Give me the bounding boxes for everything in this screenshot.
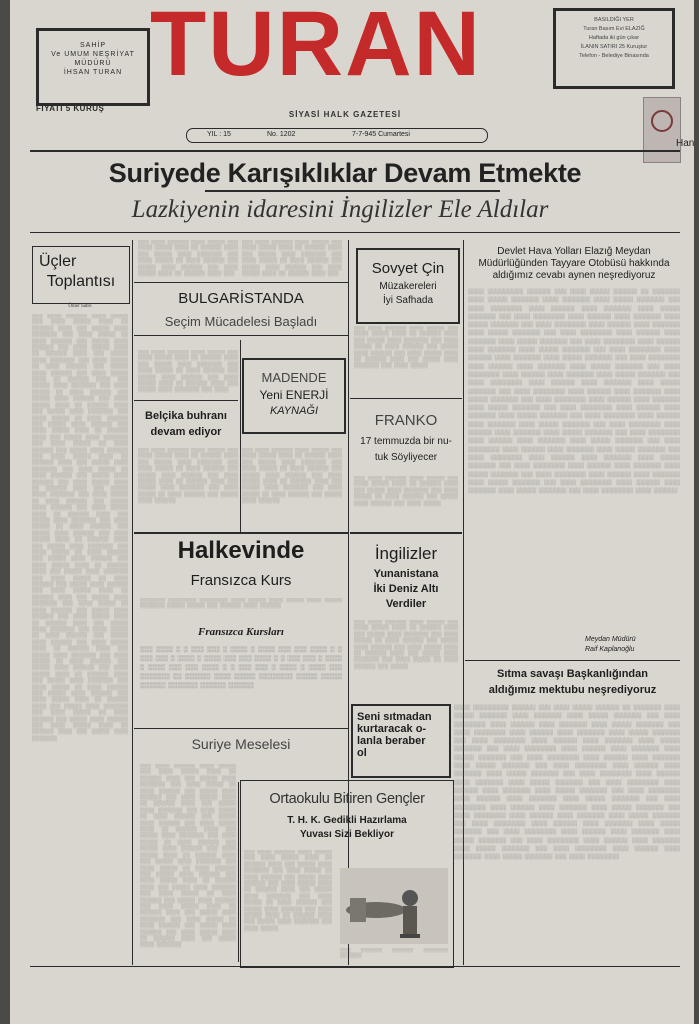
sovyet-body: ░░░ ░░░░ ░░░░░░ ░░░░ ░░░░░ ░░░ ░░░░ ░░░░░ ░░░░ ░░ ░░░░░░ ░░░░ ░░░ ░░░░░ ░░░░ ░░░░░░░ ░░░ ░░░░ ░░░░░ ░░ ░░░░ ░░░░░░ ░░░ ░░░░░ ░░░░ ░░░░░░ ░░░ ░░░░ ░░░░░ ░░░░ ░░ ░░░░░░ ░░░░ ░░░ ░░░░░ ░░░░ ░░░░░░░ ░░░ ░░░░ ░░░░░	[354, 326, 458, 370]
ingilizler-line-1: İngilizler	[374, 544, 438, 563]
ucler-byline: Ömer Sabri	[68, 304, 92, 309]
bulgaristan-title: BULGARİSTANDA	[178, 290, 304, 307]
ortaokul-caption: ░░░ ░░░░░░ ░░░░░░ ░░░░░░░ ░░░░░░	[340, 948, 448, 960]
mgmt-line-5: Telefon - Belediye Binasında	[579, 53, 649, 59]
mgmt-line-2: Turan Basım Evi ELAZIĞ	[583, 26, 645, 32]
ortaokul-title: Ortaokulu Bitiren Gençler	[269, 791, 425, 807]
ortaokul-body: ░░░ ░░░░ ░░░░░░ ░░░░ ░░░░░ ░░░ ░░░░ ░░░░░ ░░░░ ░░ ░░░░░░ ░░░░ ░░░ ░░░░░ ░░░░ ░░░░░░░ ░░░ ░░░░ ░░░░░ ░░ ░░░░ ░░░░░░ ░░░ ░░░░░ ░░░░ ░░░░░░ ░░░ ░░░░ ░░░░░ ░░░░ ░░ ░░░░░░ ░░░░ ░░░ ░░░░░ ░░░░ ░░░░░░░ ░░░ ░░░░ ░░░░░ ░░ ░░░░ ░░░░░░ ░░░ ░░░░░ ░░░░ ░░░░░░ ░░░ ░░░░ ░░░░░ ░░░░ ░░ ░░░░░░ ░░░░ ░░░ ░░░░░ ░░░░ ░░░░░░░ ░░░ ░░░░ ░░░░░	[244, 850, 332, 932]
madende-line-3: KAYNAĞI	[269, 405, 319, 417]
halkevi-title: Halkevinde	[177, 537, 305, 564]
mgmt-line-3: Haftada iki gün çıkar	[588, 35, 640, 41]
mgmt-line-4: İLANIN SATIRI 25 Kuruştur	[580, 44, 648, 50]
halkevi-subtitle: Fransızca Kurs	[190, 572, 292, 589]
owner-line-4: İHSAN TURAN	[63, 69, 123, 76]
halkevi-schedule-title: Fransızca Kursları	[198, 626, 284, 638]
franko-line-1: 17 temmuzda bir nu-	[360, 436, 452, 447]
owner-line-3: MÜDÜRÜ	[74, 60, 112, 67]
masthead-title: TURAN	[150, 0, 482, 95]
suriye-title: Suriye Meselesi	[191, 736, 291, 752]
seni-sitma-line-2: kurtaracak o-	[357, 723, 427, 735]
ucler-title-2: Toplantısı	[46, 273, 116, 290]
seni-sitma-line-1: Seni sıtmadan	[357, 711, 432, 723]
sovyet-sub-1: Müzakereleri	[379, 281, 437, 292]
franko-title: FRANKO	[374, 412, 438, 429]
management-box	[553, 8, 675, 89]
devlet-signature-2: Raif Kaplanoğlu	[585, 646, 635, 653]
belcika-line-1: Belçika buhranı	[145, 410, 227, 422]
year: YIL : 15	[207, 131, 231, 138]
franko-line-2: tuk Söyliyecer	[374, 452, 438, 463]
suriye-body: ░░░ ░░░░ ░░░░░░ ░░░░ ░░░░░ ░░░ ░░░░ ░░░░░ ░░░░ ░░ ░░░░░░ ░░░░ ░░░ ░░░░░ ░░░░ ░░░░░░░ ░░░ ░░░░ ░░░░░ ░░ ░░░░ ░░░░░░ ░░░ ░░░░░ ░░░░ ░░░░░░ ░░░ ░░░░ ░░░░░ ░░░░ ░░ ░░░░░░ ░░░░ ░░░ ░░░░░ ░░░░ ░░░░░░░ ░░░ ░░░░ ░░░░░ ░░ ░░░░ ░░░░░░ ░░░ ░░░░░ ░░░░ ░░░░░░ ░░░ ░░░░ ░░░░░ ░░░░ ░░ ░░░░░░ ░░░░ ░░░ ░░░░░ ░░░░ ░░░░░░░ ░░░ ░░░░ ░░░░░ ░░ ░░░░ ░░░░░░ ░░░ ░░░░░ ░░░░ ░░░░░░ ░░░ ░░░░ ░░░░░ ░░░░ ░░ ░░░░░░ ░░░░ ░░░ ░░░░░ ░░░░ ░░░░░░░ ░░░ ░░░░ ░░░░░ ░░ ░░░░ ░░░░░░ ░░░ ░░░░░ ░░░░ ░░░░░░ ░░░ ░░░░ ░░░░░ ░░░░ ░░ ░░░░░░ ░░░░ ░░░ ░░░░░ ░░░░ ░░░░░░░ ░░░ ░░░░ ░░░░░ ░░ ░░░░ ░░░░░░ ░░░ ░░░░░ ░░░░ ░░░░░░ ░░░ ░░░░ ░░░░░ ░░░░ ░░ ░░░░░░ ░░░░ ░░░ ░░░░░ ░░░░ ░░░░░░░ ░░░ ░░░░ ░░░░░ ░░ ░░░░ ░░░░░░ ░░░ ░░░░░ ░░░░ ░░░░░░ ░░░ ░░░░ ░░░░░ ░░░░ ░░ ░░░░░░ ░░░░ ░░░ ░░░░░ ░░░░ ░░░░░░░	[140, 764, 236, 949]
ingilizler-line-3: İki Deniz Altı	[373, 583, 439, 595]
ucler-title-box	[32, 246, 130, 304]
main-headline: Suriyede Karışıklıklar Devam Etmekte	[108, 158, 582, 188]
ucler-body: ░░░ ░░░░ ░░░░░░ ░░░░ ░░░░░ ░░░ ░░░░ ░░░░░ ░░░░ ░░ ░░░░░░ ░░░░ ░░░ ░░░░░ ░░░░ ░░░░░░░ ░░░ ░░░░ ░░░░░ ░░ ░░░░ ░░░░░░ ░░░ ░░░░░ ░░░░ ░░░░░░ ░░░ ░░░░ ░░░░░ ░░░░ ░░ ░░░░░░ ░░░░ ░░░ ░░░░░ ░░░░ ░░░░░░░ ░░░ ░░░░ ░░░░░ ░░ ░░░░ ░░░░░░ ░░░ ░░░░░ ░░░░ ░░░░░░ ░░░ ░░░░ ░░░░░ ░░░░ ░░ ░░░░░░ ░░░░ ░░░ ░░░░░ ░░░░ ░░░░░░░ ░░░ ░░░░ ░░░░░ ░░ ░░░░ ░░░░░░ ░░░ ░░░░░ ░░░░ ░░░░░░ ░░░ ░░░░ ░░░░░ ░░░░ ░░ ░░░░░░ ░░░░ ░░░ ░░░░░ ░░░░ ░░░░░░░ ░░░ ░░░░ ░░░░░ ░░ ░░░░ ░░░░░░ ░░░ ░░░░░ ░░░░ ░░░░░░ ░░░ ░░░░ ░░░░░ ░░░░ ░░ ░░░░░░ ░░░░ ░░░ ░░░░░ ░░░░ ░░░░░░░ ░░░ ░░░░ ░░░░░ ░░ ░░░░ ░░░░░░ ░░░ ░░░░░ ░░░░ ░░░░░░ ░░░ ░░░░ ░░░░░ ░░░░ ░░ ░░░░░░ ░░░░ ░░░ ░░░░░ ░░░░ ░░░░░░░ ░░░ ░░░░ ░░░░░ ░░ ░░░░ ░░░░░░ ░░░ ░░░░░ ░░░░ ░░░░░░ ░░░ ░░░░ ░░░░░ ░░░░ ░░ ░░░░░░ ░░░░ ░░░ ░░░░░ ░░░░ ░░░░░░░ ░░░ ░░░░ ░░░░░ ░░ ░░░░ ░░░░░░ ░░░ ░░░░░ ░░░░ ░░░░░░ ░░░ ░░░░ ░░░░░ ░░░░ ░░ ░░░░░░ ░░░░ ░░░ ░░░░░ ░░░░ ░░░░░░░ ░░░ ░░░░ ░░░░░ ░░ ░░░░ ░░░░░░ ░░░ ░░░░░ ░░░░ ░░░░░░ ░░░ ░░░░ ░░░░░ ░░░░ ░░ ░░░░░░ ░░░░ ░░░ ░░░░░ ░░░░ ░░░░░░░ ░░░ ░░░░ ░░░░░ ░░ ░░░░ ░░░░░░ ░░░ ░░░░░ ░░░░ ░░░░░░ ░░░ ░░░░ ░░░░░ ░░░░ ░░ ░░░░░░ ░░░░ ░░░ ░░░░░ ░░░░ ░░░░░░░ ░░░ ░░░░ ░░░░░ ░░ ░░░░ ░░░░░░ ░░░ ░░░░░ ░░░░ ░░░░░░ ░░░ ░░░░ ░░░░░ ░░░░ ░░ ░░░░░░ ░░░░ ░░░ ░░░░░ ░░░░ ░░░░░░░ ░░░ ░░░░ ░░░░░ ░░ ░░░░ ░░░░░░ ░░░ ░░░░░ ░░░░ ░░░░░░ ░░░ ░░░░ ░░░░░ ░░░░ ░░ ░░░░░░ ░░░░ ░░░ ░░░░░ ░░░░ ░░░░░░░ ░░░ ░░░░ ░░░░░ ░░ ░░░░ ░░░░░░ ░░░ ░░░░░ ░░░░ ░░░░░░ ░░░ ░░░░ ░░░░░ ░░░░ ░░ ░░░░░░ ░░░░ ░░░ ░░░░░ ░░░░ ░░░░░░░ ░░░ ░░░░ ░░░░░ ░░ ░░░░ ░░░░░░ ░░░ ░░░░░ ░░░░ ░░░░░░ ░░░ ░░░░ ░░░░░ ░░░░ ░░ ░░░░░░ ░░░░ ░░░ ░░░░░ ░░░░ ░░░░░░░ ░░░ ░░░░ ░░░░░ ░░ ░░░░ ░░░░░░ ░░░ ░░░░░ ░░░░ ░░░░░░ ░░░ ░░░░ ░░░░░ ░░░░ ░░ ░░░░░░ ░░░░ ░░░ ░░░░░ ░░░░ ░░░░░░░ ░░░ ░░░░ ░░░░░ ░░ ░░░░ ░░░░░░ ░░░ ░░░░░ ░░░░ ░░░░░░ ░░░ ░░░░ ░░░░░ ░░░░ ░░ ░░░░░░ ░░░░ ░░░ ░░░░░ ░░░░ ░░░░░░░	[32, 314, 128, 742]
devlet-body: ░░░░ ░░░░░░░░░ ░░░░░░ ░░░ ░░░░ ░░░░░ ░░░░░░ ░░ ░░░░░░░ ░░░░ ░░░░░ ░░░░░░░ ░░░░ ░░░░░░░ ░░░░ ░░░░░ ░░░░░░░ ░░░ ░░░░ ░░░░░░░░ ░░░░ ░░░░░░ ░░░░ ░░░░░░░ ░░░░ ░░░░░ ░░░░░░░ ░░░ ░░░░ ░░░░░░░░ ░░░░ ░░░░░░ ░░░░ ░░░░░░░ ░░░░ ░░░░░ ░░░░░░░ ░░░ ░░░░ ░░░░░░░░ ░░░░ ░░░░░░ ░░░░ ░░░░░░░ ░░░░ ░░░░░ ░░░░░░░ ░░░ ░░░░ ░░░░░░░░ ░░░░ ░░░░░░ ░░░░ ░░░░░░░ ░░░░ ░░░░░ ░░░░░░░ ░░░ ░░░░ ░░░░░░░░ ░░░░ ░░░░░░ ░░░░ ░░░░░░░ ░░░░ ░░░░░ ░░░░░░░ ░░░ ░░░░ ░░░░░░░░ ░░░░ ░░░░░░ ░░░░ ░░░░░░░ ░░░░ ░░░░░ ░░░░░░░ ░░░ ░░░░ ░░░░░░░░ ░░░░ ░░░░░░ ░░░░ ░░░░░░░ ░░░░ ░░░░░ ░░░░░░░ ░░░ ░░░░ ░░░░░░░░ ░░░░ ░░░░░░ ░░░░ ░░░░░░░ ░░░░ ░░░░░ ░░░░░░░ ░░░ ░░░░ ░░░░░░░░ ░░░░ ░░░░░░ ░░░░ ░░░░░░░ ░░░░ ░░░░░ ░░░░░░░ ░░░ ░░░░ ░░░░░░░░ ░░░░ ░░░░░░ ░░░░ ░░░░░░░ ░░░░ ░░░░░ ░░░░░░░ ░░░ ░░░░ ░░░░░░░░ ░░░░ ░░░░░░ ░░░░ ░░░░░░░ ░░░░ ░░░░░ ░░░░░░░ ░░░ ░░░░ ░░░░░░░░ ░░░░ ░░░░░░ ░░░░ ░░░░░░░ ░░░░ ░░░░░ ░░░░░░░ ░░░ ░░░░ ░░░░░░░░ ░░░░ ░░░░░░ ░░░░ ░░░░░░░ ░░░░ ░░░░░ ░░░░░░░ ░░░ ░░░░ ░░░░░░░░ ░░░░ ░░░░░░ ░░░░ ░░░░░░░ ░░░░ ░░░░░ ░░░░░░░ ░░░ ░░░░ ░░░░░░░░ ░░░░ ░░░░░░ ░░░░ ░░░░░░░ ░░░░ ░░░░░ ░░░░░░░ ░░░ ░░░░ ░░░░░░░░ ░░░░ ░░░░░░ ░░░░ ░░░░░░░ ░░░░ ░░░░░ ░░░░░░░ ░░░ ░░░░ ░░░░░░░░ ░░░░ ░░░░░░ ░░░░ ░░░░░░░ ░░░░ ░░░░░ ░░░░░░░ ░░░ ░░░░ ░░░░░░░░ ░░░░ ░░░░░░ ░░░░ ░░░░░░░ ░░░░ ░░░░░ ░░░░░░░ ░░░ ░░░░ ░░░░░░░░ ░░░░ ░░░░░░ ░░░░ ░░░░░░░ ░░░░ ░░░░░ ░░░░░░░ ░░░ ░░░░ ░░░░░░░░ ░░░░ ░░░░░░ ░░░░ ░░░░░░░ ░░░░ ░░░░░ ░░░░░░░ ░░░ ░░░░ ░░░░░░░░ ░░░░ ░░░░░░	[468, 289, 680, 495]
bulgaristan-body: ░░░ ░░░░ ░░░░░░ ░░░░ ░░░░░ ░░░ ░░░░ ░░░░░ ░░░░ ░░ ░░░░░░ ░░░░ ░░░ ░░░░░ ░░░░ ░░░░░░░ ░░░ ░░░░ ░░░░░ ░░ ░░░░ ░░░░░░ ░░░ ░░░░░ ░░░░ ░░░░░░ ░░░ ░░░░ ░░░░░ ░░░░ ░░ ░░░░░░ ░░░░ ░░░ ░░░░░ ░░░░ ░░░░░░░ ░░░ ░░░░	[138, 350, 238, 394]
newspaper-page	[10, 0, 694, 1024]
seni-sitma-box	[351, 704, 451, 778]
sitma-baskan-line-2: aldığımız mektubu neşrediyoruz	[488, 684, 657, 696]
issue-number: No. 1202	[267, 131, 296, 138]
issue-date: 7-7-945 Cumartesi	[352, 131, 410, 138]
price: FİYATI 5 KURUŞ	[36, 104, 105, 113]
owner-line-2: Ve UMUM NEŞRİYAT	[51, 51, 135, 58]
halkevi-intro: ░░░░░░░ ░░░░░░░░ ░░░░░░░░ ░░░░ ░░░░░ ░░░░ ░░░░░ ░░░░ ░░░░░ ░░░░░░░ ░░░░░ ░░░░░ ░░░ ░░░░░░ ░░░░ ░░░░░░	[140, 598, 342, 610]
seni-sitma-line-3: lanla beraber	[357, 735, 426, 747]
devlet-signature-1: Meydan Müdürü	[585, 636, 636, 643]
bulgaristan-subtitle: Seçim Mücadelesi Başladı	[164, 314, 318, 329]
sitma-baskan-body: ░░░░ ░░░░░░░░░ ░░░░░░ ░░░ ░░░░ ░░░░░ ░░░░░░ ░░ ░░░░░░░ ░░░░ ░░░░░ ░░░░░░░ ░░░░ ░░░░░░░ ░░░░ ░░░░░ ░░░░░░░ ░░░ ░░░░ ░░░░░░░░ ░░░░ ░░░░░░ ░░░░ ░░░░░░░ ░░░░ ░░░░░ ░░░░░░░ ░░░ ░░░░ ░░░░░░░░ ░░░░ ░░░░░░ ░░░░ ░░░░░░░ ░░░░ ░░░░░ ░░░░░░░ ░░░ ░░░░ ░░░░░░░░ ░░░░ ░░░░░░ ░░░░ ░░░░░░░ ░░░░ ░░░░░ ░░░░░░░ ░░░ ░░░░ ░░░░░░░░ ░░░░ ░░░░░░ ░░░░ ░░░░░░░ ░░░░ ░░░░░ ░░░░░░░ ░░░ ░░░░ ░░░░░░░░ ░░░░ ░░░░░░ ░░░░ ░░░░░░░ ░░░░ ░░░░░ ░░░░░░░ ░░░ ░░░░ ░░░░░░░░ ░░░░ ░░░░░░ ░░░░ ░░░░░░░ ░░░░ ░░░░░ ░░░░░░░ ░░░ ░░░░ ░░░░░░░░ ░░░░ ░░░░░░ ░░░░ ░░░░░░░ ░░░░ ░░░░░ ░░░░░░░ ░░░ ░░░░ ░░░░░░░░ ░░░░ ░░░░░░ ░░░░ ░░░░░░░ ░░░░ ░░░░░ ░░░░░░░ ░░░ ░░░░ ░░░░░░░░ ░░░░ ░░░░░░ ░░░░ ░░░░░░░ ░░░░ ░░░░░ ░░░░░░░ ░░░ ░░░░ ░░░░░░░░ ░░░░ ░░░░░░ ░░░░ ░░░░░░░ ░░░░ ░░░░░ ░░░░░░░ ░░░ ░░░░ ░░░░░░░░ ░░░░ ░░░░░░ ░░░░ ░░░░░░░ ░░░░ ░░░░░ ░░░░░░░ ░░░ ░░░░ ░░░░░░░░ ░░░░ ░░░░░░ ░░░░ ░░░░░░░ ░░░░ ░░░░░ ░░░░░░░ ░░░ ░░░░ ░░░░░░░░ ░░░░ ░░░░░░ ░░░░ ░░░░░░░ ░░░░ ░░░░░ ░░░░░░░ ░░░ ░░░░ ░░░░░░░░ ░░░░ ░░░░░░ ░░░░ ░░░░░░░ ░░░░ ░░░░░ ░░░░░░░ ░░░ ░░░░ ░░░░░░░░ ░░░░ ░░░░░░ ░░░░ ░░░░░░░ ░░░░ ░░░░░ ░░░░░░░ ░░░ ░░░░ ░░░░░░░░	[454, 705, 680, 861]
edge-text: Han	[676, 138, 694, 149]
madende-line-2: Yeni ENERJİ	[259, 388, 329, 402]
aircraft-illustration	[340, 868, 448, 944]
ingilizler-line-4: Verdiler	[385, 598, 427, 610]
ortaokul-line-1: T. H. K. Gedikli Hazırlama	[287, 815, 407, 826]
ingilizler-line-2: Yunanistana	[373, 568, 439, 580]
madende-line-1: MADENDE	[261, 370, 327, 385]
owner-line-1: SAHİP	[79, 42, 106, 49]
ingilizler-body: ░░░ ░░░░ ░░░░░░ ░░░░ ░░░░░ ░░░ ░░░░ ░░░░░ ░░░░ ░░ ░░░░░░ ░░░░ ░░░ ░░░░░ ░░░░ ░░░░░░░ ░░░ ░░░░ ░░░░░ ░░ ░░░░ ░░░░░░ ░░░ ░░░░░ ░░░░ ░░░░░░ ░░░ ░░░░ ░░░░░ ░░░░ ░░ ░░░░░░ ░░░░ ░░░ ░░░░░ ░░░░ ░░░░░░░ ░░░ ░░░░ ░░░░░ ░░ ░░░░ ░░░░░░ ░░░ ░░░░░	[354, 620, 458, 670]
halkevi-schedule: ░░░ ░░░░ ░ ░ ░░░ ░░░ ░ ░░░░ ░ ░░░░ ░░░ ░░░ ░░░░ ░ ░ ░░░ ░░░ ░ ░░░░ ░ ░░░░ ░░░ ░░░ ░░░░ ░ ░ ░░░ ░░░ ░ ░░░░ ░ ░░░░ ░░░ ░░░ ░░░░ ░ ░ ░░░ ░░░ ░ ░░░░ ░ ░░░░ ░░░ ░░░░░░░ ░░ ░░░░░░ ░░░░ ░░░░░ ░░░░░░░░ ░░░░░ ░░░░░ ░░░░░░ ░░░░░░░ ░░░░░░ ░░░░░░	[140, 647, 342, 689]
owner-box	[36, 28, 150, 106]
madende-box	[242, 358, 346, 434]
belcika-line-2: devam ediyor	[150, 426, 222, 438]
belcika-body: ░░░ ░░░░ ░░░░░░ ░░░░ ░░░░░ ░░░ ░░░░ ░░░░░ ░░░░ ░░ ░░░░░░ ░░░░ ░░░ ░░░░░ ░░░░ ░░░░░░░ ░░░ ░░░░ ░░░░░ ░░ ░░░░ ░░░░░░ ░░░ ░░░░░ ░░░░ ░░░░░░ ░░░ ░░░░ ░░░░░ ░░░░ ░░ ░░░░░░ ░░░░ ░░░ ░░░░░ ░░░░ ░░░░░░░ ░░░ ░░░░ ░░░░░ ░░ ░░░░ ░░░░░░ ░░░ ░░░░░ ░░░░ ░░░░░░	[138, 448, 238, 505]
col2-top-body: ░░░ ░░░░ ░░░░░░ ░░░░ ░░░░░ ░░░ ░░░░ ░░░░░ ░░░░ ░░ ░░░░░░ ░░░░ ░░░ ░░░░░ ░░░░ ░░░░░░░ ░░░ ░░░░ ░░░░░ ░░ ░░░░ ░░░░░░ ░░░ ░░░░░ ░░░░ ░░░░░░ ░░░ ░░░░ ░░░░░ ░░░░ ░░ ░░░░░░ ░░░░ ░░░	[138, 240, 238, 278]
ucler-title-1: Üçler	[39, 253, 77, 270]
masthead-subtitle: SİYASİ HALK GAZETESİ	[288, 110, 402, 119]
stamp-icon	[643, 97, 681, 163]
sovyet-sub-2: İyi Safhada	[382, 295, 434, 306]
sub-headline: Lazkiyenin idaresini İngilizler Ele Aldılar	[131, 196, 549, 223]
ortaokul-line-2: Yuvası Sizi Bekliyor	[300, 829, 394, 840]
seni-sitma-line-4: ol	[357, 747, 367, 759]
sovyet-box	[356, 248, 460, 324]
franko-body: ░░░ ░░░░ ░░░░░░ ░░░░ ░░░░░ ░░░ ░░░░ ░░░░░ ░░░░ ░░ ░░░░░░ ░░░░ ░░░ ░░░░░ ░░░░ ░░░░░░░ ░░░ ░░░░ ░░░░░ ░░ ░░░░ ░░░░░░ ░░░ ░░░░░ ░░░░ ░░░░░░ ░░░ ░░░░ ░░░░░	[354, 476, 458, 507]
issue-bar	[186, 128, 488, 143]
col3-top-body: ░░░ ░░░░ ░░░░░░ ░░░░ ░░░░░ ░░░ ░░░░ ░░░░░ ░░░░ ░░ ░░░░░░ ░░░░ ░░░ ░░░░░ ░░░░ ░░░░░░░ ░░░ ░░░░ ░░░░░ ░░ ░░░░ ░░░░░░ ░░░ ░░░░░ ░░░░ ░░░░░░ ░░░ ░░░░ ░░░░░ ░░░░ ░░ ░░░░░░ ░░░░ ░░░	[242, 240, 342, 278]
madende-body: ░░░ ░░░░ ░░░░░░ ░░░░ ░░░░░ ░░░ ░░░░ ░░░░░ ░░░░ ░░ ░░░░░░ ░░░░ ░░░ ░░░░░ ░░░░ ░░░░░░░ ░░░ ░░░░ ░░░░░ ░░ ░░░░ ░░░░░░ ░░░ ░░░░░ ░░░░ ░░░░░░ ░░░ ░░░░ ░░░░░ ░░░░ ░░ ░░░░░░ ░░░░ ░░░ ░░░░░ ░░░░ ░░░░░░░ ░░░ ░░░░ ░░░░░ ░░ ░░░░ ░░░░░░ ░░░ ░░░░░ ░░░░ ░░░░░░	[242, 448, 342, 505]
mgmt-line-1: BASILDIĞI YER	[594, 17, 634, 23]
sitma-baskan-line-1: Sıtma savaşı Başkanlığından	[496, 668, 648, 680]
sovyet-title: Sovyet Çin	[371, 260, 445, 277]
devlet-headline: Devlet Hava Yolları Elazığ Meydan Müdürlüğünden Tayyare Otobüsü hakkında aldığımız cevabı aynen neşrediyoruz	[478, 246, 670, 281]
